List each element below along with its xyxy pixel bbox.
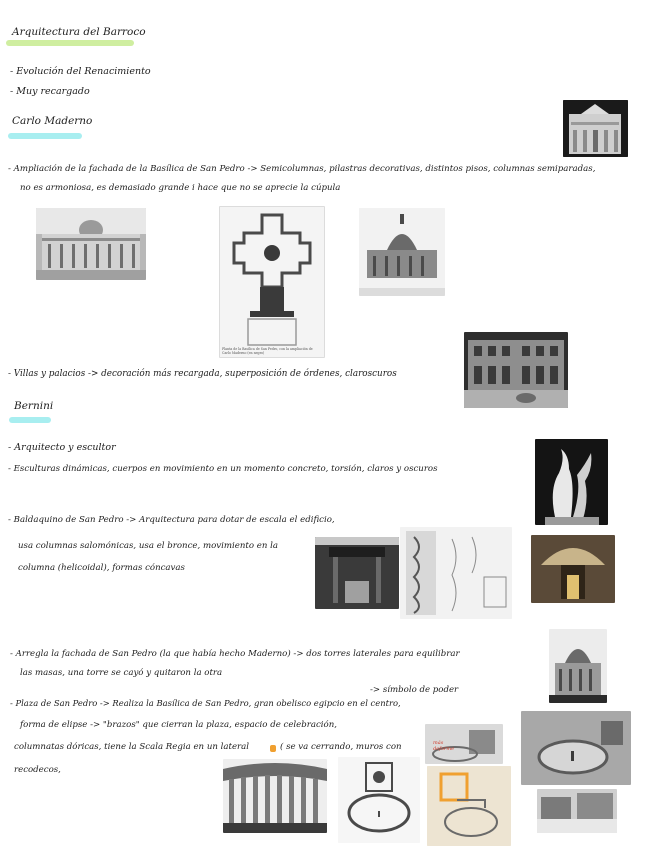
heading-highlight bbox=[8, 133, 82, 139]
building-photo-icon bbox=[464, 332, 568, 408]
building-photo-icon bbox=[563, 100, 628, 157]
facade-towers-photo bbox=[549, 629, 607, 703]
baldachin-interior-photo bbox=[531, 535, 615, 603]
bernini-text-6: - Arregla la fachada de San Pedro (la que había hecho Maderno) -> dos torres laterales para equilibrar bbox=[10, 649, 460, 659]
building-photo-icon bbox=[36, 208, 146, 280]
st-peter-dome-photo bbox=[359, 208, 445, 296]
heading-highlight bbox=[9, 417, 51, 423]
floor-plan-icon bbox=[427, 766, 511, 846]
orange-marker bbox=[270, 745, 276, 752]
square-plan-color bbox=[427, 766, 511, 846]
bernini-text-1: - Arquitecto y escultor bbox=[8, 442, 116, 453]
section-heading-bernini: Bernini bbox=[14, 400, 54, 412]
heading-highlight bbox=[6, 40, 134, 46]
building-photo-icon bbox=[223, 759, 327, 833]
building-photo-icon bbox=[537, 789, 617, 833]
intro-line-2: - Muy recargado bbox=[10, 86, 90, 97]
bernini-text-7: las masas, una torre se cayó y quitaron la otra bbox=[20, 668, 223, 678]
building-photo-icon bbox=[549, 629, 607, 703]
square-aerial-photo bbox=[521, 711, 631, 785]
square-street-photo bbox=[537, 789, 617, 833]
bernini-text-4: usa columnas salomónicas, usa el bronce, movimiento en la bbox=[18, 541, 278, 551]
baldachin-drawing bbox=[400, 527, 512, 619]
bernini-text-8: - Plaza de San Pedro -> Realiza la Basílica de San Pedro, gran obelisco egipcio en el centro, bbox=[10, 698, 401, 708]
bernini-text-11: ( se va cerrando, muros con bbox=[280, 742, 402, 752]
page-title: Arquitectura del Barroco bbox=[12, 26, 146, 38]
square-plan-drawing bbox=[338, 757, 420, 843]
bernini-text-12: recodecos, bbox=[14, 765, 61, 775]
maderno-text-1: - Ampliación de la fachada de la Basílica de San Pedro -> Semicolumnas, pilastras decorativas, distintos pisos, columnas semiparadas, bbox=[8, 164, 596, 174]
palace-photo bbox=[464, 332, 568, 408]
bernini-text-10: columnatas dóricas, tiene la Scala Regia en un lateral bbox=[14, 742, 250, 752]
church-facade-photo bbox=[563, 100, 628, 157]
floor-plan-icon bbox=[220, 207, 324, 357]
sculpture-photo bbox=[535, 439, 608, 525]
building-photo-icon bbox=[531, 535, 615, 603]
colonnade-photo bbox=[223, 759, 327, 833]
bernini-text-9: forma de elipse -> "brazos" que cierran la plaza, espacio de celebración, bbox=[20, 720, 337, 730]
section-heading-maderno: Carlo Maderno bbox=[12, 115, 93, 127]
maderno-text-2: no es armoniosa, es demasiado grande i hace que no se aprecie la cúpula bbox=[20, 183, 341, 193]
st-peter-facade-photo bbox=[36, 208, 146, 280]
red-note: más deforme bbox=[433, 740, 455, 752]
floor-plan-icon bbox=[338, 757, 420, 843]
maderno-text-3: - Villas y palacios -> decoración más recargada, superposición de órdenes, claroscuros bbox=[8, 369, 397, 379]
building-photo-icon bbox=[359, 208, 445, 296]
baldachin-photo bbox=[315, 537, 399, 609]
sculpture-photo-icon bbox=[535, 439, 608, 525]
building-photo-icon bbox=[315, 537, 399, 609]
building-photo-icon bbox=[400, 527, 512, 619]
building-photo-icon bbox=[521, 711, 631, 785]
plan-caption: Planta de la Basílica de San Pedro, con la ampliación de Carlo Maderno (en negro) bbox=[222, 347, 313, 355]
basilica-floor-plan bbox=[219, 206, 325, 358]
bernini-text-2: - Esculturas dinámicas, cuerpos en movimiento en un momento concreto, torsión, claros y oscuros bbox=[8, 464, 438, 474]
bernini-text-5: columna (helicoidal), formas cóncavas bbox=[18, 563, 185, 573]
bernini-text-3: - Baldaquino de San Pedro -> Arquitectura para dotar de escala el edificio, bbox=[8, 515, 335, 525]
intro-line-1: - Evolución del Renacimiento bbox=[10, 66, 151, 77]
bernini-note-power: -> símbolo de poder bbox=[370, 685, 459, 695]
